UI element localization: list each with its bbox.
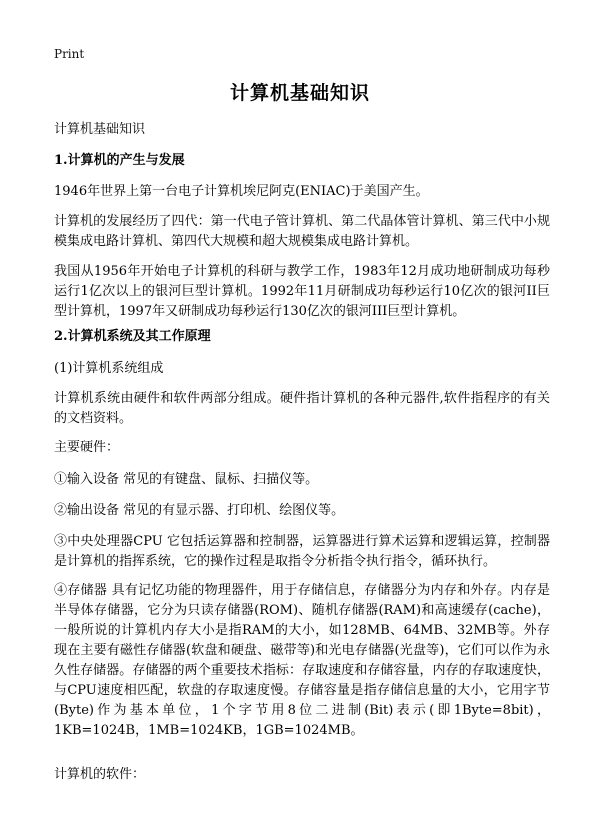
hardware-label: 主要硬件： xyxy=(54,440,120,455)
software-label: 计算机的软件： xyxy=(54,767,146,782)
section-2-paragraph-1: 计算机系统由硬件和软件两部分组成。硬件指计算机的各种元器件,软件指程序的有关的文档资料。 xyxy=(54,391,550,426)
section-1-paragraph-1: 1946年世界上第一台电子计算机埃尼阿克(ENIAC)于美国产生。 xyxy=(54,184,429,199)
section-1-paragraph-3: 我国从1956年开始电子计算机的科研与教学工作，1983年12月成功地研制成功每秒运行1亿次以上的银河巨型计算机。1992年11月研制成功每秒运行10亿次的银河II巨型计算机，1997年又研制成功每秒运行130亿次的银河III巨型计算机。 xyxy=(54,264,550,319)
print-link[interactable]: Print xyxy=(54,47,85,61)
document-title: 计算机基础知识 xyxy=(229,82,370,104)
section-1-heading: 1.计算机的产生与发展 xyxy=(54,153,185,168)
section-2-subheading: (1)计算机系统组成 xyxy=(54,361,164,376)
section-1-paragraph-2: 计算机的发展经历了四代：第一代电子管计算机、第二代晶体管计算机、第三代中小规模集成电路计算机、第四代大规模和超大规模集成电路计算机。 xyxy=(54,214,550,249)
section-2-heading: 2.计算机系统及其工作原理 xyxy=(54,329,211,344)
hardware-item-input: ①输入设备 常见的有键盘、鼠标、扫描仪等。 xyxy=(54,472,319,487)
hardware-item-output: ②输出设备 常见的有显示器、打印机、绘图仪等。 xyxy=(54,503,345,518)
document-subtitle: 计算机基础知识 xyxy=(54,122,146,137)
hardware-item-cpu: ③中央处理器CPU 它包括运算器和控制器，运算器进行算术运算和逻辑运算，控制器是计算机的指挥系统，它的操作过程是取指令分析指令执行指令，循环执行。 xyxy=(54,534,550,569)
hardware-item-memory: ④存储器 具有记忆功能的物理器件，用于存储信息，存储器分为内存和外存。内存是半导体存储器，它分为只读存储器(ROM)、随机存储器(RAM)和高速缓存(cache)，一般所说的计算机内存大小是指RAM的大小，如128MB、64MB、32MB等。外存现在主要有磁性存储器(软盘和硬盘、磁带等)和光电存储器(光盘等)，它们可以作为永久性存储器。存储器的两个重要技术指标：存取速度和存储容量，内存的存取速度快，与CPU速度相匹配，软盘的存取速度慢。存储容量是指存储信息量的大小，它用字节(Byte)作为基本单位，1个字节用8位二进制(Bit)表示(即1Byte=8bit)，1KB=1024B，1MB=1024KB，1GB=1024MB。 xyxy=(54,583,550,738)
